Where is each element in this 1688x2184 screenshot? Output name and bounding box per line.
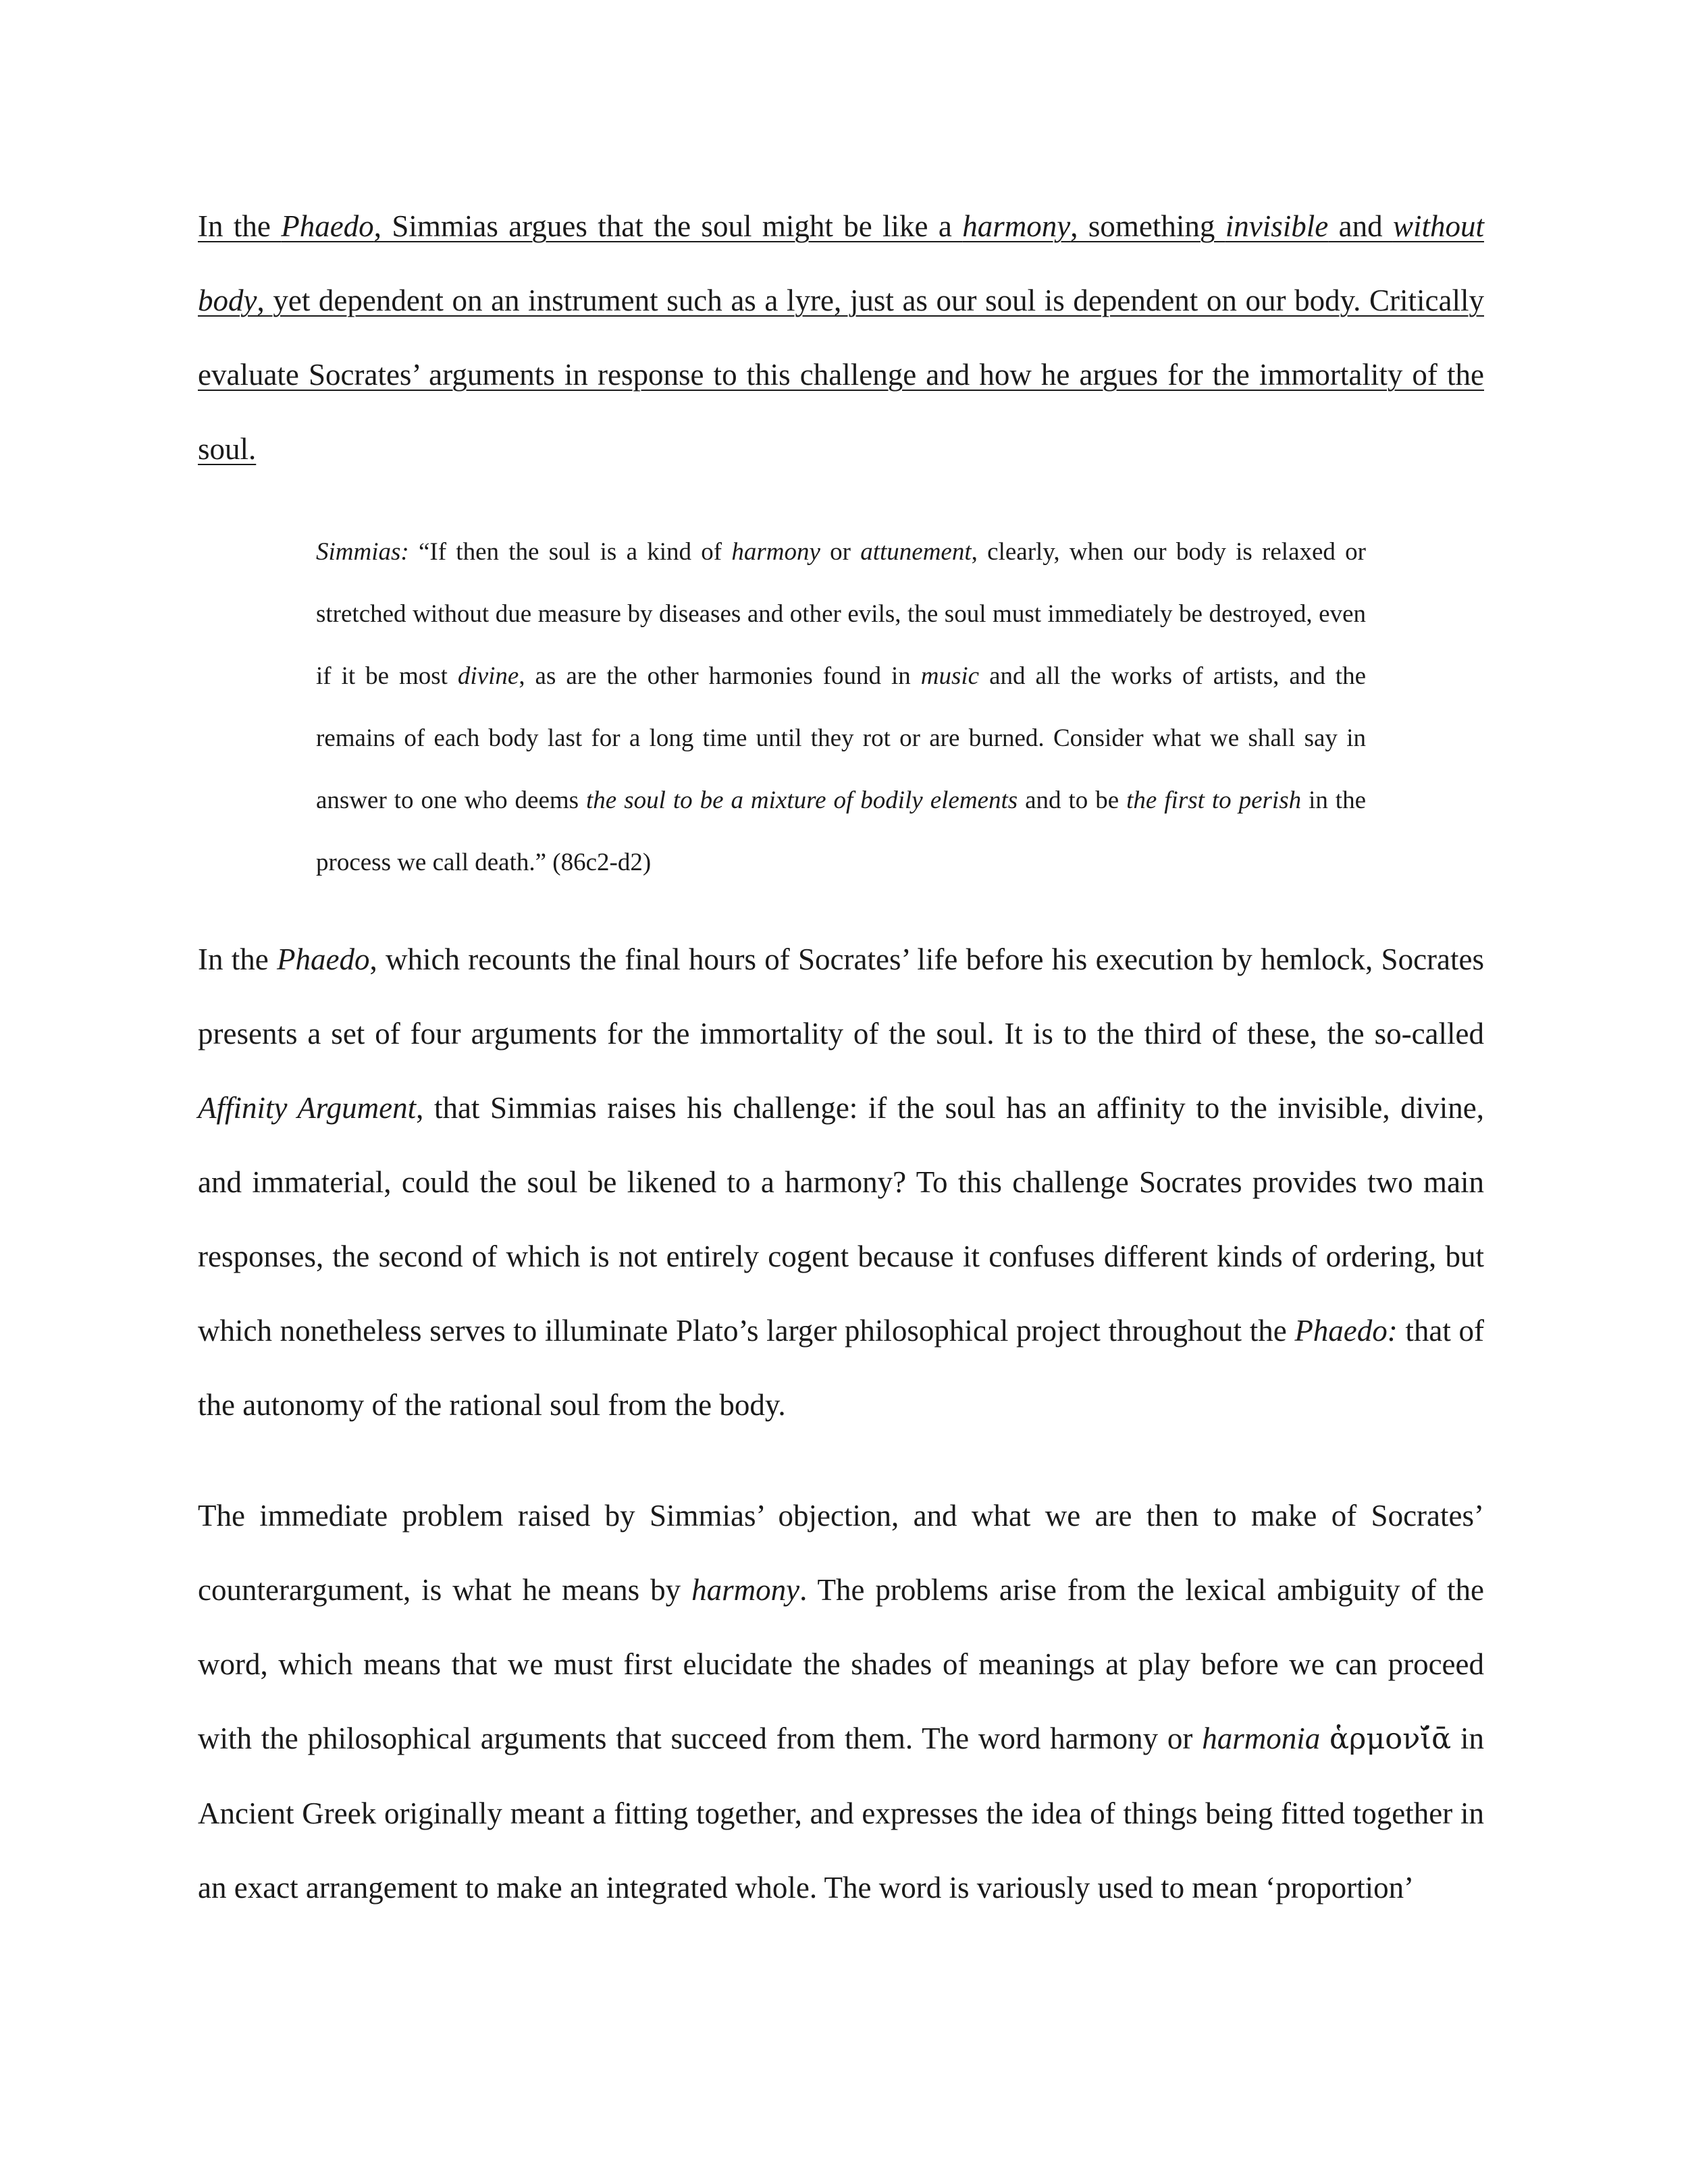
paragraph-text: in Ancient Greek originally meant a fitting together, and expresses the idea of things being fitted together in an exact arrangement to make an integrated whole. The word is variously used to mean ‘proportion’ <box>198 1722 1484 1905</box>
quote-term-music: music <box>920 662 980 690</box>
question-term-invisible: invisible <box>1225 209 1329 243</box>
paragraph-text <box>1320 1722 1329 1755</box>
question-term-without-body: without body <box>198 209 1484 317</box>
question-text: , something <box>1070 209 1225 243</box>
paragraph-greek-word: ἁρμονῐ́ᾱ <box>1329 1722 1452 1756</box>
paragraph-work-title: Phaedo <box>277 942 370 976</box>
quote-text: and all the works of artists, and the remains of each body last for a long time until they rot or are burned. Consider what we shall say in answer to one who deems <box>316 662 1366 814</box>
paragraph-text: . The problems arise from the lexical ambiguity of the word, which means that we must first elucidate the shades of meanings at play before we can proceed with the philosophical arguments that succeed from them. The word harmony or <box>198 1573 1485 1755</box>
block-quote <box>316 521 1366 894</box>
question-text: and <box>1328 209 1393 243</box>
quote-term-attunement: attunement <box>860 538 972 566</box>
quote-text: “If then the soul is a kind of <box>408 538 732 566</box>
paragraph-term-harmony: harmony <box>691 1573 800 1607</box>
quote-speaker: Simmias: <box>316 538 409 566</box>
quote-text: or <box>820 538 861 566</box>
question-term-harmony: harmony <box>962 209 1071 243</box>
question-work-title: Phaedo <box>281 209 374 243</box>
essay-question <box>198 189 1484 486</box>
quote-term-harmony: harmony <box>731 538 820 566</box>
quote-text: , as are the other harmonies found in <box>519 662 921 690</box>
body-paragraph-1 <box>198 922 1484 1442</box>
paragraph-text: , that Simmias raises his challenge: if the soul has an affinity to the invisible, divine, and immaterial, could the soul be likened to a harmony? To this challenge Socrates provides two main responses, the second of which is not entirely cogent because it confuses different kinds of ordering, but which nonetheless serves to illuminate Plato’s larger philosophical project throughout the <box>198 1091 1485 1348</box>
paragraph-text: In the <box>198 942 278 976</box>
body-paragraph-2 <box>198 1479 1484 1925</box>
quote-text: in the process we call death.” (86c2-d2) <box>316 787 1367 876</box>
question-text: , Simmias argues that the soul might be like a <box>373 209 963 243</box>
paragraph-work-title: Phaedo: <box>1294 1314 1398 1348</box>
quote-term-first-to-perish: the first to perish <box>1126 787 1302 814</box>
paragraph-text: The immediate problem raised by Simmias’ objection, and what we are then to make of Socrates’ counterargument, is what he means by <box>198 1499 1484 1607</box>
paragraph-term-harmonia: harmonia <box>1202 1722 1321 1755</box>
paragraph-text: , which recounts the final hours of Socrates’ life before his execution by hemlock, Socrates presents a set of four arguments for the immortality of the soul. It is to the third of these, the so-called <box>198 942 1484 1050</box>
paragraph-term-affinity-argument: Affinity Argument <box>198 1091 417 1125</box>
question-text: , yet dependent on an instrument such as a lyre, just as our soul is dependent on our body. Critically evaluate Socrates’ arguments in response to this challenge and how he argues for the immortality of the soul. <box>198 284 1484 466</box>
question-text: In the <box>198 209 282 243</box>
quote-text: and to be <box>1018 787 1127 814</box>
paragraph-text: that of the autonomy of the rational soul from the body. <box>198 1314 1484 1422</box>
quote-term-divine: divine <box>457 662 519 690</box>
quote-text: , clearly, when our body is relaxed or stretched without due measure by diseases and other evils, the soul must immediately be destroyed, even if it be most <box>316 538 1366 690</box>
quote-term-mixture: the soul to be a mixture of bodily elements <box>586 787 1018 814</box>
